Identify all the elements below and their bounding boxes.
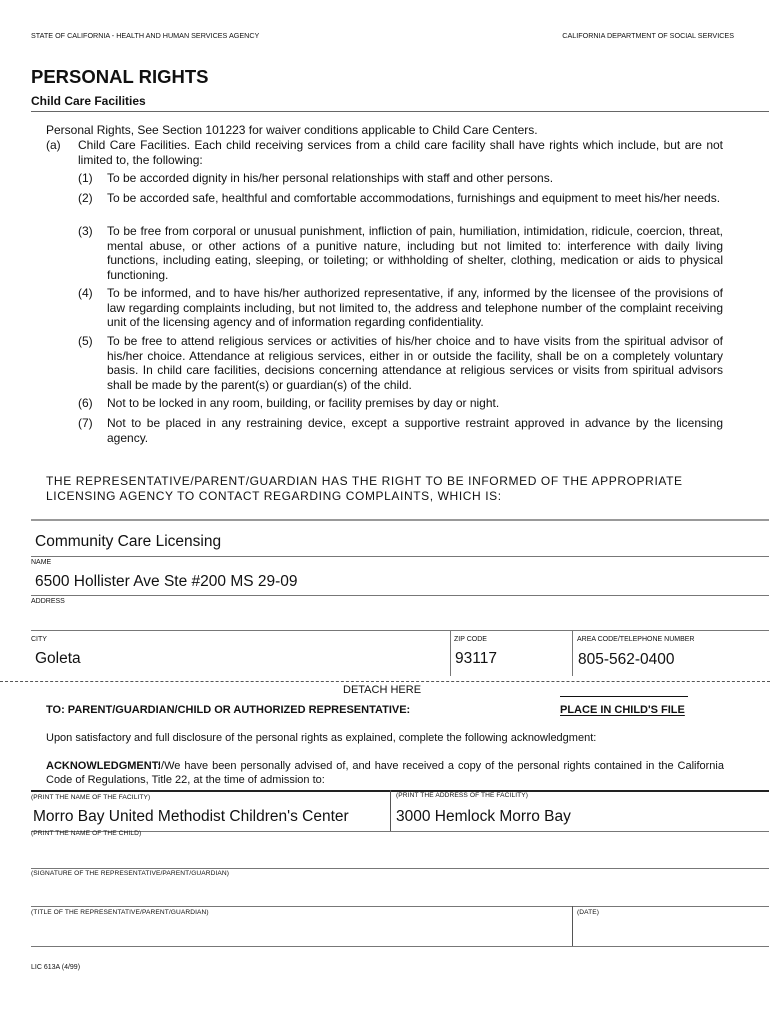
right-7-text: Not to be placed in any restraining device, except a supportive restraint approved in advance by the licensing agency. xyxy=(107,416,723,445)
right-2-number: (2) xyxy=(78,191,93,205)
right-5-number: (5) xyxy=(78,334,93,348)
page-subtitle: Child Care Facilities xyxy=(31,94,146,108)
signature-label: (SIGNATURE OF THE REPRESENTATIVE/PARENT/GUARDIAN) xyxy=(31,870,230,877)
agency-zip-value: 93117 xyxy=(455,650,497,667)
agency-city-label: CITY xyxy=(31,636,47,643)
title-label: (TITLE OF THE REPRESENTATIVE/PARENT/GUARDIAN) xyxy=(31,909,209,916)
department-header: CALIFORNIA DEPARTMENT OF SOCIAL SERVICES xyxy=(562,31,734,40)
right-4-text: To be informed, and to have his/her authorized representative, if any, informed by the licensee of the provisions of law regarding complaints including, but not limited to, the address and telephone number of the complaint receiving unit of the licensing agency and of information regarding confidentiality. xyxy=(107,286,723,329)
child-name-field[interactable] xyxy=(31,840,769,866)
phone-divider xyxy=(572,630,573,676)
right-1-number: (1) xyxy=(78,171,93,185)
agency-address-label: ADDRESS xyxy=(31,598,65,605)
signature-field[interactable] xyxy=(31,880,769,904)
agency-phone-label: AREA CODE/TELEPHONE NUMBER xyxy=(577,636,695,643)
facility-address-label: (PRINT THE ADDRESS OF THE FACILITY) xyxy=(396,792,529,799)
to-line: TO: PARENT/GUARDIAN/CHILD OR AUTHORIZED REPRESENTATIVE: xyxy=(46,704,411,716)
form-bottom-line xyxy=(31,946,769,947)
right-3-number: (3) xyxy=(78,224,93,238)
right-2-text: To be accorded safe, healthful and comfortable accommodations, furnishings and equipment to meet his/her needs. xyxy=(107,191,721,205)
right-3-text: To be free from corporal or unusual punishment, infliction of pain, humiliation, intimidation, ridicule, coercion, threat, mental abuse, or other actions of a punitive nature, including but not limited to: interference with daily living functions, including eating, sleeping, or toileting; or withholding of shelter, clothing, medication or aids to physical functioning. xyxy=(107,224,723,282)
right-4-number: (4) xyxy=(78,286,93,300)
detach-line xyxy=(0,681,770,682)
agency-header: STATE OF CALIFORNIA - HEALTH AND HUMAN SERVICES AGENCY xyxy=(31,31,260,40)
child-name-label: (PRINT THE NAME OF THE CHILD) xyxy=(31,830,142,837)
date-field[interactable] xyxy=(576,918,766,944)
facility-name-label: (PRINT THE NAME OF THE FACILITY) xyxy=(31,794,151,801)
signature-line xyxy=(31,906,769,907)
zip-divider xyxy=(450,630,451,676)
place-in-file-label: PLACE IN CHILD'S FILE xyxy=(560,704,685,716)
agency-city-value: Goleta xyxy=(35,650,81,667)
agency-name-value: Community Care Licensing xyxy=(35,533,222,550)
right-6-text: Not to be locked in any room, building, or facility premises by day or night. xyxy=(107,396,500,410)
section-a-text: Child Care Facilities. Each child receiving services from a child care facility shall have rights which include, but are not limited to, the following: xyxy=(78,138,723,167)
ack-label: ACKNOWLEDGMENT: xyxy=(46,760,161,772)
place-in-file-overline xyxy=(560,696,688,697)
form-number: LIC 613A (4/99) xyxy=(31,964,81,971)
ack-text: I/We have been personally advised of, and have received a copy of the personal rights contained in the California Code of Regulations, Title 22, at the time of admission to: xyxy=(46,760,724,786)
detach-label: DETACH HERE xyxy=(343,684,422,696)
page-title: PERSONAL RIGHTS xyxy=(31,66,209,87)
facility-line xyxy=(31,831,769,832)
agency-address-line xyxy=(31,595,769,596)
upon-text: Upon satisfactory and full disclosure of the personal rights as explained, complete the following acknowledgment: xyxy=(46,732,597,744)
right-5-text: To be free to attend religious services or activities of his/her choice and to have visits from the spiritual advisor of his/her choice. Attendance at religious services, either in or outside the facility, shall be on a completely voluntary basis. In child care facilities, decisions concerning attendance at religious services or visits from spiritual advisors shall be made by the parent(s) or guardian(s) of the child. xyxy=(107,334,723,392)
agency-city-top-line xyxy=(31,630,769,631)
date-label: (DATE) xyxy=(577,909,600,916)
agency-address-value: 6500 Hollister Ave Ste #200 MS 29-09 xyxy=(35,573,298,590)
agency-name-line xyxy=(31,556,769,557)
agency-top-rule xyxy=(31,519,769,521)
complaint-notice: THE REPRESENTATIVE/PARENT/GUARDIAN HAS THE RIGHT TO BE INFORMED OF THE APPROPRIATE LICENSING AGENCY TO CONTACT REGARDING COMPLAINTS, WHICH IS: xyxy=(46,474,683,503)
facility-address-field[interactable]: 3000 Hemlock Morro Bay xyxy=(396,808,571,825)
intro-text: Personal Rights, See Section 101223 for waiver conditions applicable to Child Care Centers. xyxy=(46,123,538,137)
facility-divider xyxy=(390,790,391,832)
right-1-text: To be accorded dignity in his/her personal relationships with staff and other persons. xyxy=(107,171,554,185)
agency-zip-label: ZIP CODE xyxy=(454,636,487,643)
date-divider xyxy=(572,906,573,946)
agency-name-label: NAME xyxy=(31,559,52,566)
agency-phone-value: 805-562-0400 xyxy=(578,651,675,668)
title-divider xyxy=(31,111,769,112)
right-7-number: (7) xyxy=(78,416,93,430)
title-field[interactable] xyxy=(31,918,569,944)
facility-name-field[interactable]: Morro Bay United Methodist Children's Center xyxy=(33,808,349,825)
right-6-number: (6) xyxy=(78,396,93,410)
child-line xyxy=(31,868,769,869)
section-a-label: (a) xyxy=(46,138,61,152)
